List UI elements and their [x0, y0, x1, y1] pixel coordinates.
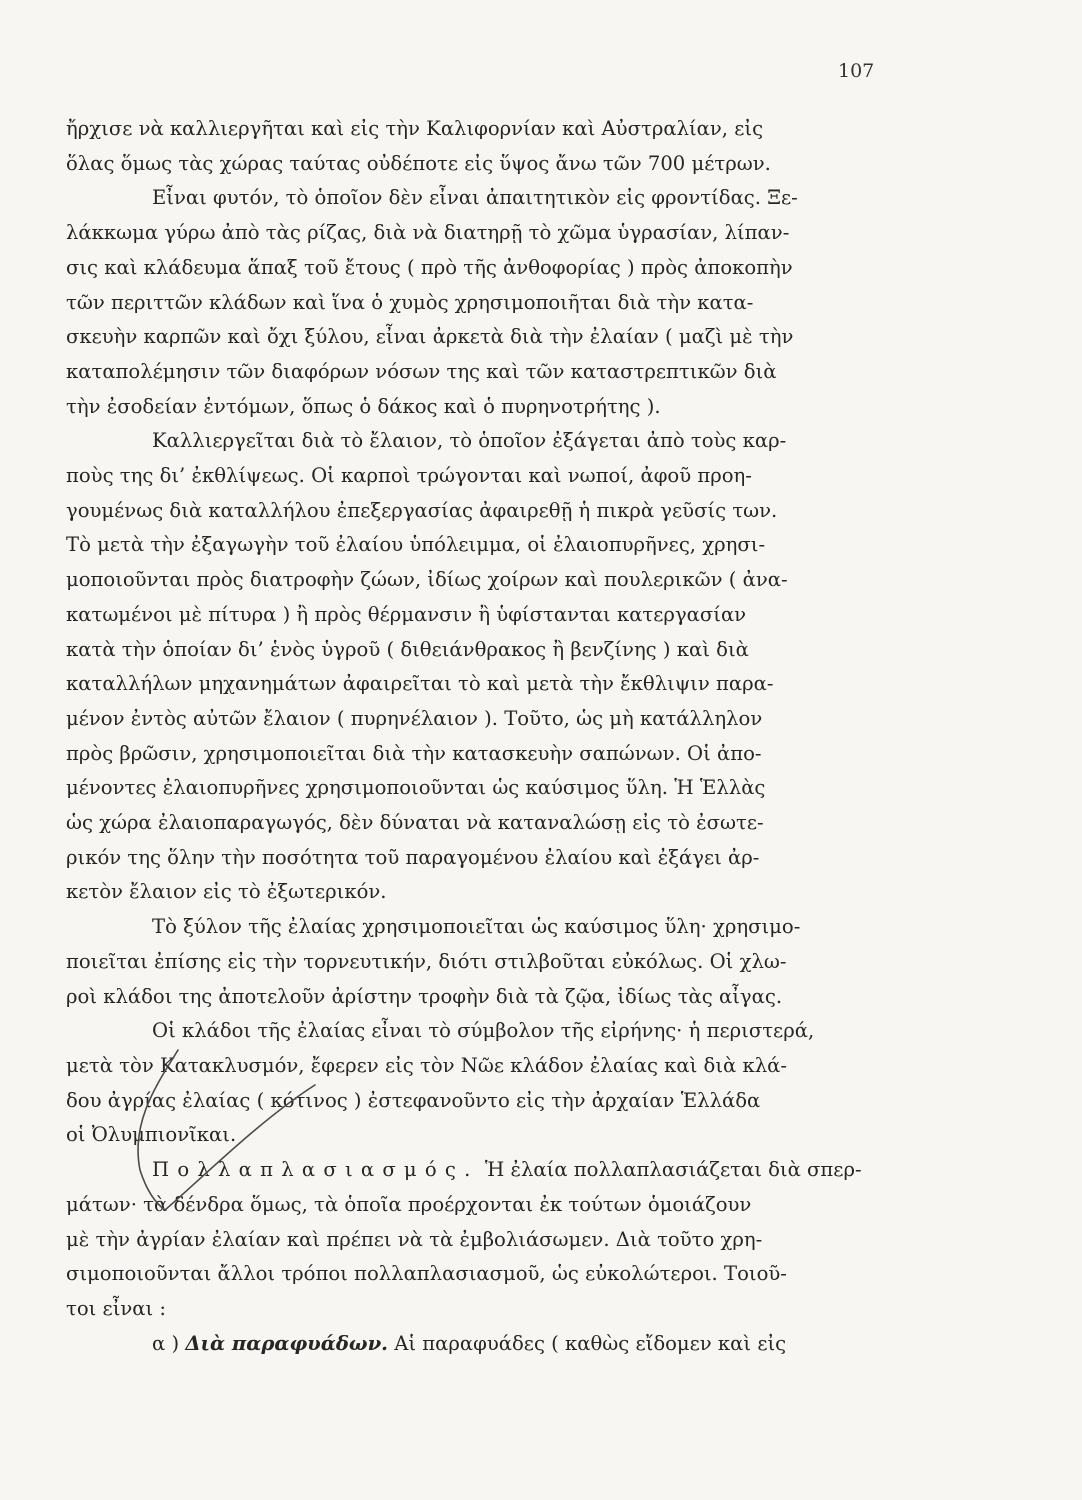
text-line [66, 1014, 916, 1049]
text-line [66, 355, 916, 390]
text-segment: ἤρχισε νὰ καλλιεργῆται καὶ εἰς τὴν Καλιφορνίαν καὶ Αὐστραλίαν, εἰς [66, 117, 764, 140]
text-segment: λάκκωμα γύρω ἀπὸ τὰς ρίζας, διὰ νὰ διατηρῇ τὸ χῶμα ὑγρασίαν, λίπαν- [66, 221, 790, 245]
text-segment: Ἡ ἐλαία πολλαπλασιάζεται διὰ σπερ- [478, 1158, 862, 1182]
text-line [66, 390, 916, 425]
text-segment: ὡς χώρα ἐλαιοπαραγωγός, δὲν δύναται νὰ καταναλώσῃ εἰς τὸ ἐσωτε- [66, 811, 764, 835]
text-segment: ποιεῖται ἐπίσης εἰς τὴν τορνευτικήν, διότι στιλβοῦται εὐκόλως. Οἱ χλω- [66, 949, 787, 973]
text-segment: Τὸ μετὰ τὴν ἐξαγωγὴν τοῦ ἐλαίου ὑπόλειμμα, οἱ ἐλαιοπυρῆνες, χρησι- [66, 533, 766, 557]
text-segment: κετὸν ἔλαιον εἰς τὸ ἐξωτερικόν. [66, 880, 387, 904]
text-line [66, 286, 916, 321]
text-segment: σκευὴν καρπῶν καὶ ὄχι ξύλου, εἶναι ἀρκετὰ διὰ τὴν ἐλαίαν ( μαζὶ μὲ τὴν [66, 325, 794, 349]
text-segment: οἱ Ὀλυμπιονῖκαι. [66, 1123, 237, 1147]
text-segment: τοι εἶναι : [66, 1296, 167, 1320]
text-segment: μένον ἐντὸς αὐτῶν ἔλαιον ( πυρηνέλαιον ). Τοῦτο, ὡς μὴ κατάλληλον [66, 706, 763, 730]
text-segment: μετὰ τὸν Κατακλυσμόν, ἔφερεν εἰς τὸν Νῶε κλάδον ἐλαίας καὶ διὰ κλά- [66, 1053, 788, 1077]
body-text [66, 112, 916, 1361]
text-line [66, 320, 916, 355]
text-segment: κατωμένοι μὲ πίτυρα ) ἢ πρὸς θέρμανσιν ἢ ὑφίστανται κατεργασίαν [66, 602, 747, 626]
text-segment: ρικόν της ὅλην τὴν ποσότητα τοῦ παραγομένου ἐλαίου καὶ ἐξάγει ἀρ- [66, 845, 760, 869]
text-line [66, 563, 916, 598]
text-line [66, 980, 916, 1015]
text-segment: μοποιοῦνται πρὸς διατροφὴν ζώων, ἰδίως χοίρων καὶ πουλερικῶν ( ἀνα- [66, 568, 788, 592]
text-segment: κατὰ τὴν ὁποίαν δι’ ἑνὸς ὑγροῦ ( διθειάνθρακος ἢ βενζίνης ) καὶ διὰ [66, 637, 749, 661]
text-segment: Διὰ παραφυάδων. [185, 1331, 388, 1355]
text-line [66, 424, 916, 459]
text-segment: σιμοποιοῦνται ἄλλοι τρόποι πολλαπλασιασμοῦ, ὡς εὐκολώτεροι. Τοιοῦ- [66, 1262, 787, 1286]
text-segment: Οἱ κλάδοι τῆς ἐλαίας εἶναι τὸ σύμβολον τῆς εἰρήνης· ἡ περιστερά, [152, 1019, 815, 1043]
text-segment: τῶν περιττῶν κλάδων καὶ ἵνα ὁ χυμὸς χρησιμοποιῆται διὰ τὴν κατα- [66, 290, 754, 314]
text-segment: Αἱ παραφυάδες ( καθὼς εἴδομεν καὶ εἰς [388, 1331, 787, 1355]
text-line [66, 667, 916, 702]
text-line [66, 251, 916, 286]
text-line [66, 702, 916, 737]
text-segment: Πολλαπλασιασμός. [152, 1158, 479, 1182]
text-line [66, 1257, 916, 1292]
text-line [66, 147, 916, 182]
text-line [66, 1188, 916, 1223]
text-line [66, 737, 916, 772]
text-line [66, 875, 916, 910]
text-line [66, 598, 916, 633]
text-segment: σις καὶ κλάδευμα ἅπαξ τοῦ ἔτους ( πρὸ τῆς ἀνθοφορίας ) πρὸς ἀποκοπὴν [66, 255, 793, 279]
text-line [66, 806, 916, 841]
text-segment: μὲ τὴν ἀγρίαν ἐλαίαν καὶ πρέπει νὰ τὰ ἐμβολιάσωμεν. Διὰ τοῦτο χρη- [66, 1227, 763, 1251]
text-line [66, 1049, 916, 1084]
text-segment: Καλλιεργεῖται διὰ τὸ ἔλαιον, τὸ ὁποῖον ἐξάγεται ἀπὸ τοὺς καρ- [152, 429, 787, 453]
text-line [66, 945, 916, 980]
text-segment: ροὶ κλάδοι της ἀποτελοῦν ἀρίστην τροφὴν διὰ τὰ ζῷα, ἰδίως τὰς αἶγας. [66, 984, 783, 1008]
text-line [66, 1153, 916, 1188]
text-segment: καταλλήλων μηχανημάτων ἀφαιρεῖται τὸ καὶ μετὰ τὴν ἔκθλιψιν παρα- [66, 672, 774, 696]
text-line [66, 910, 916, 945]
text-segment: τὴν ἐσοδείαν ἐντόμων, ὅπως ὁ δάκος καὶ ὁ πυρηνοτρήτης ). [66, 394, 661, 418]
text-segment: καταπολέμησιν τῶν διαφόρων νόσων της καὶ τῶν καταστρεπτικῶν διὰ [66, 359, 777, 383]
text-line [66, 1084, 916, 1119]
text-line [66, 1118, 916, 1153]
text-line [66, 112, 916, 147]
text-segment: ποὺς της δι’ ἐκθλίψεως. Οἱ καρποὶ τρώγονται καὶ νωποί, ἀφοῦ προη- [66, 464, 752, 488]
text-segment: Εἶναι φυτόν, τὸ ὁποῖον δὲν εἶναι ἀπαιτητικὸν εἰς φροντίδας. Ξε- [152, 186, 798, 210]
text-segment: γουμένως διὰ καταλλήλου ἐπεξεργασίας ἀφαιρεθῇ ἡ πικρὰ γεῦσίς των. [66, 498, 778, 522]
text-segment: μένοντες ἐλαιοπυρῆνες χρησιμοποιοῦνται ὡς καύσιμος ὕλη. Ἡ Ἑλλὰς [66, 776, 766, 800]
text-segment: Τὸ ξύλον τῆς ἐλαίας χρησιμοποιεῖται ὡς καύσιμος ὕλη· χρησιμο- [152, 915, 801, 939]
text-segment: α ) [152, 1331, 186, 1355]
text-line [66, 1292, 916, 1327]
text-segment: πρὸς βρῶσιν, χρησιμοποιεῖται διὰ τὴν κατασκευὴν σαπώνων. Οἱ ἀπο- [66, 741, 762, 765]
text-line [66, 494, 916, 529]
page-number: 107 [838, 60, 875, 82]
text-line [66, 1327, 916, 1362]
text-line [66, 633, 916, 668]
text-line [66, 459, 916, 494]
text-line [66, 181, 916, 216]
text-line [66, 528, 916, 563]
text-line [66, 216, 916, 251]
text-line [66, 841, 916, 876]
text-segment: μάτων· τὰ δένδρα ὅμως, τὰ ὁποῖα προέρχονται ἐκ τούτων ὁμοιάζουν [66, 1192, 752, 1216]
text-line [66, 1223, 916, 1258]
text-line [66, 771, 916, 806]
text-segment: δου ἀγρίας ἐλαίας ( κότινος ) ἐστεφανοῦντο εἰς τὴν ἀρχαίαν Ἑλλάδα [66, 1088, 761, 1112]
text-segment: ὅλας ὅμως τὰς χώρας ταύτας οὐδέποτε εἰς ὕψος ἄνω τῶν 700 μέτρων. [66, 151, 771, 175]
